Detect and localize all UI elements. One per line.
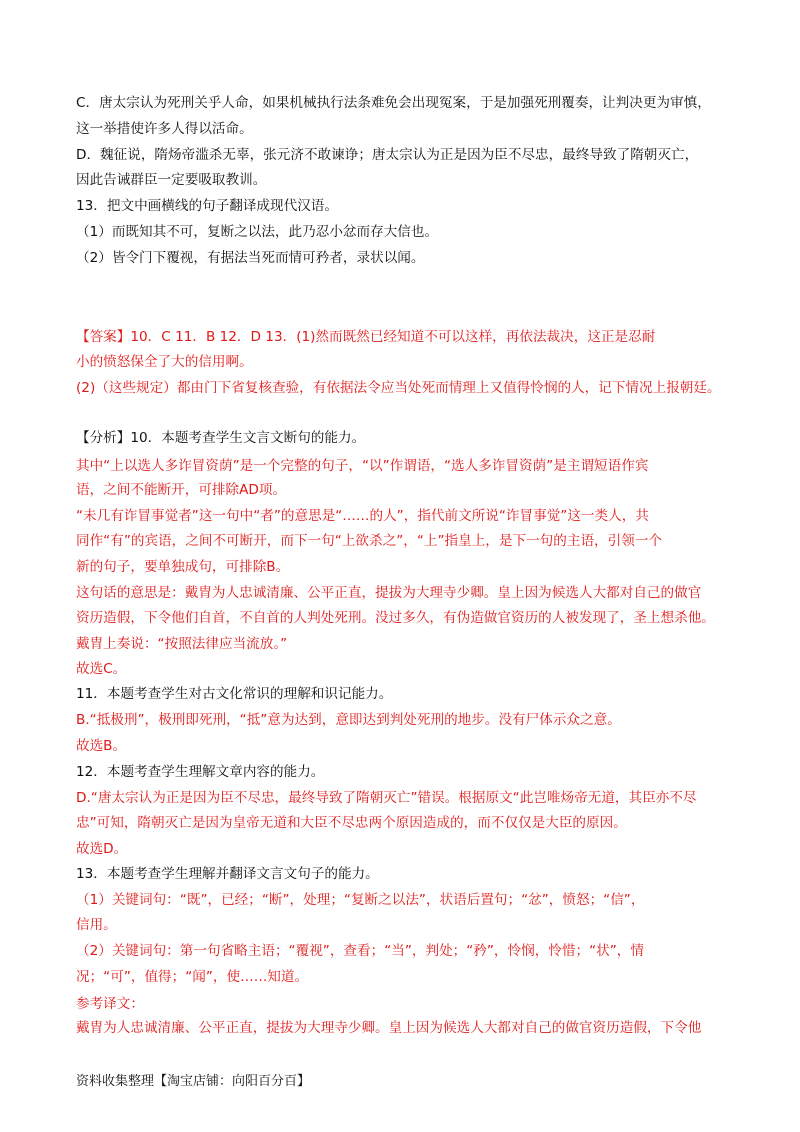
option-d-line-2: 因此告诫群臣一定要吸取教训。 bbox=[76, 172, 267, 188]
footer-source: 资料收集整理【淘宝店铺：向阳百分百】 bbox=[76, 1074, 311, 1089]
analysis-line: 语，之间不能断开，可排除AD项。 bbox=[76, 482, 287, 498]
analysis-line: 【分析】10．本题考查学生文言文断句的能力。 bbox=[76, 430, 366, 446]
analysis-line: 其中“上以选人多诈冒资荫”是一个完整的句子，“以”作谓语，“选人多诈冒资荫”是主谓短语作宾 bbox=[76, 458, 649, 474]
analysis-line: 戴胄为人忠诚清廉、公平正直，提拔为大理寺少卿。皇上因为候选人大都对自己的做官资历造假，下令他 bbox=[76, 1020, 702, 1036]
analysis-line: （2）关键词句：第一句省略主语；“覆视”，查看；“当”，判处；“矜”，怜悯，怜惜；“状”，情 bbox=[76, 943, 644, 959]
analysis-line: 资历造假，下令他们自首，不自首的人判处死刑。没过多久，有伪造做官资历的人被发现了，圣上想杀他。 bbox=[76, 610, 715, 626]
analysis-line: 12．本题考查学生理解文章内容的能力。 bbox=[76, 764, 325, 780]
analysis-line: 故选D。 bbox=[76, 841, 128, 857]
analysis-line: 况；“可”，值得；“闻”，使……知道。 bbox=[76, 969, 309, 985]
option-d-line-1: D．魏征说，隋炀帝滥杀无辜，张元济不敢谏诤；唐太宗认为正是因为臣不尽忠，最终导致了隋朝灭亡， bbox=[76, 147, 699, 163]
analysis-line: 信用。 bbox=[76, 917, 117, 933]
analysis-line: 13．本题考查学生理解并翻译文言文句子的能力。 bbox=[76, 866, 379, 882]
analysis-line: 新的句子，要单独成句，可排除B。 bbox=[76, 559, 290, 575]
analysis-line: 忠”可知，隋朝灭亡是因为皇帝无道和大臣不尽忠两个原因造成的，而不仅仅是大臣的原因。 bbox=[76, 815, 627, 831]
analysis-line: 同作“有”的宾语，之间不可断开，而下一句“上欲杀之”，“上”指皇上，是下一句的主语，引领一个 bbox=[76, 533, 663, 549]
analysis-line: B.“抵极刑”，极刑即死刑，“抵”意为达到，意即达到判处死刑的地步。没有尸体示众之意。 bbox=[76, 712, 621, 728]
question-13-item-2: （2）皆令门下覆视，有据法当死而情可矜者，录状以闻。 bbox=[76, 250, 425, 266]
answer-line-3: (2)（这些规定）都由门下省复核查验，有依据法令应当处死而情理上又值得怜悯的人，记下情况上报朝廷。 bbox=[76, 380, 721, 396]
analysis-line: 这句话的意思是：戴胄为人忠诚清廉、公平正直，提拔为大理寺少卿。皇上因为候选人大都对自己的做官 bbox=[76, 585, 702, 601]
analysis-line: 参考译文： bbox=[76, 996, 144, 1012]
analysis-line: 故选C。 bbox=[76, 661, 127, 677]
option-c-line-2: 这一举措使许多人得以活命。 bbox=[76, 121, 253, 137]
option-c-line-1: C．唐太宗认为死刑关乎人命，如果机械执行法条难免会出现冤案，于是加强死刑覆奏，让判决更为审慎， bbox=[76, 95, 711, 111]
analysis-line: “未几有诈冒事觉者”这一句中“者”的意思是“……的人”，指代前文所说“诈冒事觉”这一类人，共 bbox=[76, 508, 649, 524]
answer-line-1: 【答案】10．C 11．B 12．D 13．(1)然而既然已经知道不可以这样，再依法裁决，这正是忍耐 bbox=[76, 329, 656, 345]
analysis-line: （1）关键词句：“既”，已经；“断”，处理；“复断之以法”，状语后置句；“忿”，愤怒；“信”， bbox=[76, 892, 645, 908]
analysis-line: 故选B。 bbox=[76, 738, 127, 754]
analysis-line: 11．本题考查学生对古文化常识的理解和识记能力。 bbox=[76, 686, 393, 702]
question-13-title: 13．把文中画横线的句子翻译成现代汉语。 bbox=[76, 198, 338, 214]
analysis-line: D.“唐太宗认为正是因为臣不尽忠，最终导致了隋朝灭亡”错误。根据原文“此岂唯炀帝无道，其臣亦不尽 bbox=[76, 790, 697, 806]
analysis-line: 戴胄上奏说：“按照法律应当流放。” bbox=[76, 636, 288, 652]
answer-line-2: 小的愤怒保全了大的信用啊。 bbox=[76, 354, 253, 370]
question-13-item-1: （1）而既知其不可，复断之以法，此乃忍小忿而存大信也。 bbox=[76, 224, 439, 240]
